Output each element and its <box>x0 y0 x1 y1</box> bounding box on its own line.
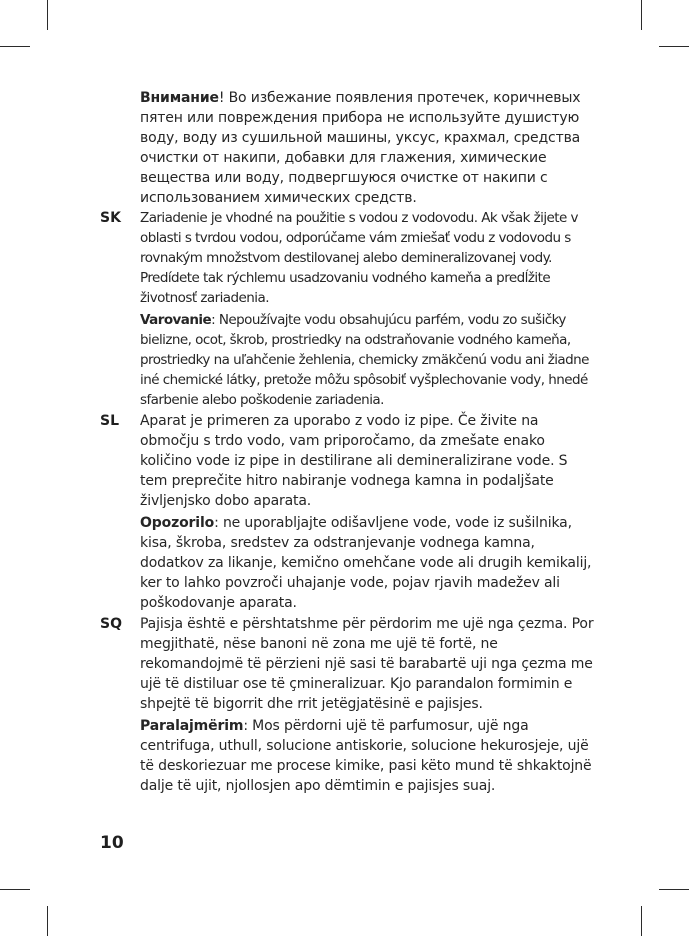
crop-mark-top-right-vertical <box>641 0 642 30</box>
crop-mark-bottom-right-horizontal <box>659 889 689 890</box>
language-code-sk: SK <box>100 210 121 226</box>
crop-mark-bottom-left-vertical <box>47 906 48 936</box>
sq-body-paragraph: Pajisja është e përshtatshme për përdorim me ujë nga çezma. Por megjithatë, nëse banoni në zona me ujë të fortë, ne rekomandojmë të përzieni një sasi të barabartë uji nga çezma me ujë të distiluar ose të çmineralizuar. Kjo parandalon formimin e shpejtë të bigorrit dhe rrit jetëgjatësinë e pajisjes. <box>140 616 594 712</box>
page-number: 10 <box>100 833 124 853</box>
language-code-sl: SL <box>100 413 120 429</box>
sk-warning-lead: Varovanie <box>140 312 212 328</box>
sk-body-paragraph: Zariadenie je vhodné na použitie s vodou z vodovodu. Ak však žijete v oblasti s tvrdou vodou, odporúčame vám zmiešať vodu z vodovodu s rovnakým množstvom destilovanej alebo demineralizovanej vody. Predídete tak rýchlemu usadzovaniu vodného kameňa a predĺžite životnosť zariadenia. <box>140 210 578 306</box>
crop-mark-top-left-vertical <box>47 0 48 30</box>
crop-mark-bottom-left-horizontal <box>0 889 30 890</box>
sk-warning-text: : Nepoužívajte vodu obsahujúcu parfém, vodu zo sušičky bielizne, ocot, škrob, prostriedky na odstraňovanie vodného kameňa, prostriedky na uľahčenie žehlenia, chemicky zmäkčenú vodu ani žiadne iné chemické látky, pretože môžu spôsobiť vyšplechovanie vody, hnedé sfarbenie alebo poškodenie zariadenia. <box>140 312 589 408</box>
sk-warning-paragraph <box>140 310 595 410</box>
ru-warning-paragraph <box>140 88 595 208</box>
sq-warning-paragraph <box>140 716 595 796</box>
ru-warning-text: ! Во избежание появления протечек, коричневых пятен или повреждения прибора не используйте душистую воду, воду из сушильной машины, уксус, крахмал, средства очистки от накипи, добавки для глажения, химические вещества или воду, подвергшуюся очистке от накипи с использованием химических средств. <box>140 90 581 206</box>
crop-mark-top-left-horizontal <box>0 46 30 47</box>
language-code-sq: SQ <box>100 616 122 632</box>
sl-warning-text: : ne uporabljajte odišavljene vode, vode iz sušilnika, kisa, škroba, sredstev za odstranjevanje vodnega kamna, dodatkov za likanje, kemično omehčane vode ali drugih kemikalij, ker to lahko povzroči uhajanje vode, pojav rjavih madežev ali poškodovanje aparata. <box>140 515 592 611</box>
ru-warning-lead: Внимание <box>140 90 219 106</box>
sq-warning-lead: Paralajmërim <box>140 718 244 734</box>
sl-warning-lead: Opozorilo <box>140 515 215 531</box>
crop-mark-top-right-horizontal <box>659 46 689 47</box>
crop-mark-bottom-right-vertical <box>641 906 642 936</box>
sq-warning-text: : Mos përdorni ujë të parfumosur, ujë nga centrifuga, uthull, solucione antiskorie, solucione hekurosjeje, ujë të deskoriezuar me procese kimike, pasi këto mund të shkaktojnë dalje të ujit, njollosjen apo dëmtimin e pajisjes suaj. <box>140 718 592 794</box>
sl-body-paragraph: Aparat je primeren za uporabo z vodo iz pipe. Če živite na območju s trdo vodo, vam priporočamo, da zmešate enako količino vode iz pipe in destilirane ali demineralizirane vode. S tem preprečite hitro nabiranje vodnega kamna in podaljšate življenjsko dobo aparata. <box>140 413 568 509</box>
sl-warning-paragraph <box>140 513 595 613</box>
